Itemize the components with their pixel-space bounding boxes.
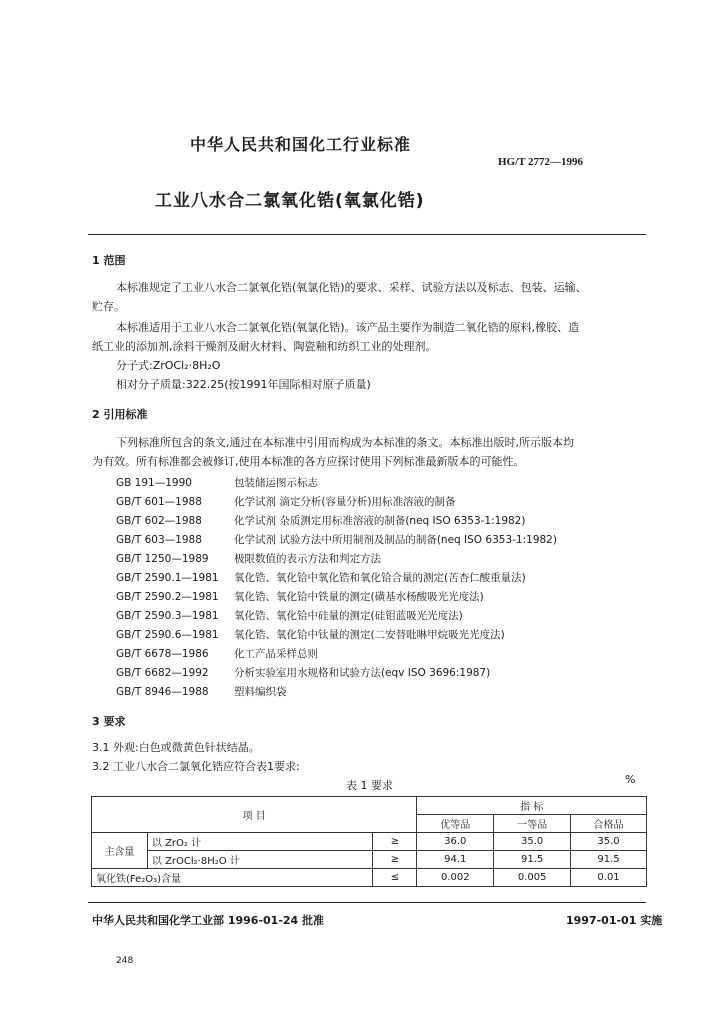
ref-item bbox=[116, 551, 381, 566]
ref-code: GB/T 2590.6—1981 bbox=[116, 629, 219, 641]
requirements-table bbox=[91, 796, 647, 887]
ref-title: 化工产品采样总则 bbox=[234, 648, 318, 660]
ref-item bbox=[116, 589, 484, 604]
ref-code: GB/T 601—1988 bbox=[116, 496, 202, 508]
ref-code: GB 191—1990 bbox=[116, 477, 192, 489]
ref-title: 包装储运图示标志 bbox=[234, 477, 318, 489]
group-label-cell: 主含量 bbox=[92, 833, 148, 869]
value-cell: 91.5 bbox=[571, 851, 647, 869]
value-cell: 91.5 bbox=[494, 851, 571, 869]
ref-item bbox=[116, 494, 456, 509]
section-1-heading: 1 范围 bbox=[92, 254, 126, 267]
molecular-weight: 相对分子质量:322.25(按1991年国际相对原子质量) bbox=[116, 378, 371, 391]
row-label: 氧化铁(Fe₂O₃)含量 bbox=[92, 869, 373, 887]
ref-item bbox=[116, 627, 505, 642]
ref-code: GB/T 8946—1988 bbox=[116, 686, 209, 698]
value-cell: 35.0 bbox=[494, 833, 571, 851]
ref-title: 氧化锆、氧化铪中钛量的测定(二安替吡啉甲烷吸光光度法) bbox=[234, 629, 505, 641]
effective-date: 1997-01-01 实施 bbox=[566, 914, 663, 927]
approval-line: 中华人民共和国化学工业部 1996-01-24 批准 bbox=[92, 914, 325, 927]
value-cell: 0.002 bbox=[417, 869, 494, 887]
table-row bbox=[92, 851, 647, 869]
ref-title: 化学试剂 滴定分析(容量分析)用标准溶液的制备 bbox=[234, 496, 456, 508]
header-item-cell: 项 目 bbox=[92, 797, 417, 833]
ref-item bbox=[116, 608, 463, 623]
header-index-cell: 指 标 bbox=[417, 797, 647, 815]
ref-item bbox=[116, 475, 318, 490]
refs-intro-line1: 下列标准所包含的条文,通过在本标准中引用而构成为本标准的条文。本标准出版时,所示版本均 bbox=[116, 436, 574, 449]
scope-para1-line2: 贮存。 bbox=[92, 300, 125, 313]
ref-title: 极限数值的表示方法和判定方法 bbox=[234, 553, 381, 565]
table-header-row bbox=[92, 797, 647, 815]
row-sign: ≥ bbox=[373, 833, 417, 851]
row-label: 以 ZrOCl₂·8H₂O 计 bbox=[147, 851, 373, 869]
grade-superior: 优等品 bbox=[417, 815, 494, 833]
molecular-formula: 分子式:ZrOCl₂·8H₂O bbox=[116, 359, 221, 372]
document-title: 工业八水合二氯氧化锆(氧氯化锆) bbox=[155, 191, 425, 211]
ref-code: GB/T 602—1988 bbox=[116, 515, 202, 527]
value-cell: 0.005 bbox=[494, 869, 571, 887]
scope-para1-line1: 本标准规定了工业八水合二氯氧化锆(氧氯化锆)的要求、采样、试验方法以及标志、包装、运输、 bbox=[116, 281, 587, 294]
value-cell: 35.0 bbox=[571, 833, 647, 851]
ref-item bbox=[116, 665, 490, 680]
table-row bbox=[92, 833, 647, 851]
grade-first: 一等品 bbox=[494, 815, 571, 833]
table-caption: 表 1 要求 bbox=[346, 779, 393, 792]
requirement-3-1: 3.1 外观:白色或微黄色针状结晶。 bbox=[92, 741, 260, 754]
ref-item bbox=[116, 646, 318, 661]
requirement-3-2: 3.2 工业八水合二氯氧化锆应符合表1要求: bbox=[92, 760, 300, 773]
scope-para2-line2: 纸工业的添加剂,涂料干燥剂及耐火材料、陶瓷釉和纺织工业的处理剂。 bbox=[92, 340, 437, 353]
ref-title: 化学试剂 试验方法中所用制剂及制品的制备(neq ISO 6353-1:1982) bbox=[234, 534, 557, 546]
ref-code: GB/T 603—1988 bbox=[116, 534, 202, 546]
ref-item bbox=[116, 684, 287, 699]
scope-para2-line1: 本标准适用于工业八水合二氯氧化锆(氧氯化锆)。该产品主要作为制造二氧化锆的原料,橡胶、造 bbox=[116, 321, 580, 334]
ref-code: GB/T 6682—1992 bbox=[116, 667, 209, 679]
table-unit: % bbox=[625, 773, 636, 786]
ref-title: 氧化锆、氧化铪中氧化锆和氧化铪合量的测定(苦杏仁酸重量法) bbox=[234, 572, 526, 584]
ref-item bbox=[116, 513, 525, 528]
top-divider bbox=[88, 234, 646, 235]
ref-item bbox=[116, 570, 526, 585]
grade-qualified: 合格品 bbox=[571, 815, 647, 833]
refs-intro-line2: 为有效。所有标准都会被修订,使用本标准的各方应探讨使用下列标准最新版本的可能性。 bbox=[92, 455, 525, 468]
row-sign: ≥ bbox=[373, 851, 417, 869]
ref-code: GB/T 6678—1986 bbox=[116, 648, 209, 660]
value-cell: 36.0 bbox=[417, 833, 494, 851]
row-sign: ≤ bbox=[373, 869, 417, 887]
ref-title: 塑料编织袋 bbox=[234, 686, 287, 698]
value-cell: 0.01 bbox=[571, 869, 647, 887]
standard-code: HG/T 2772—1996 bbox=[498, 156, 584, 168]
org-title: 中华人民共和国化工行业标准 bbox=[190, 135, 412, 154]
ref-title: 氧化锆、氧化铪中铁量的测定(磺基水杨酸吸光光度法) bbox=[234, 591, 484, 603]
ref-title: 分析实验室用水规格和试验方法(eqv ISO 3696:1987) bbox=[234, 667, 491, 679]
ref-code: GB/T 2590.1—1981 bbox=[116, 572, 219, 584]
page-number: 248 bbox=[116, 956, 134, 966]
ref-title: 化学试剂 杂质测定用标准溶液的制备(neq ISO 6353-1:1982) bbox=[234, 515, 526, 527]
ref-item bbox=[116, 532, 557, 547]
ref-code: GB/T 2590.3—1981 bbox=[116, 610, 219, 622]
ref-code: GB/T 2590.2—1981 bbox=[116, 591, 219, 603]
section-2-heading: 2 引用标准 bbox=[92, 408, 148, 421]
row-label: 以 ZrO₂ 计 bbox=[147, 833, 373, 851]
ref-code: GB/T 1250—1989 bbox=[116, 553, 209, 565]
bottom-divider bbox=[88, 902, 646, 903]
value-cell: 94.1 bbox=[417, 851, 494, 869]
ref-title: 氧化锆、氧化铪中硅量的测定(硅钼蓝吸光光度法) bbox=[234, 610, 463, 622]
section-3-heading: 3 要求 bbox=[92, 715, 126, 728]
table-row bbox=[92, 869, 647, 887]
